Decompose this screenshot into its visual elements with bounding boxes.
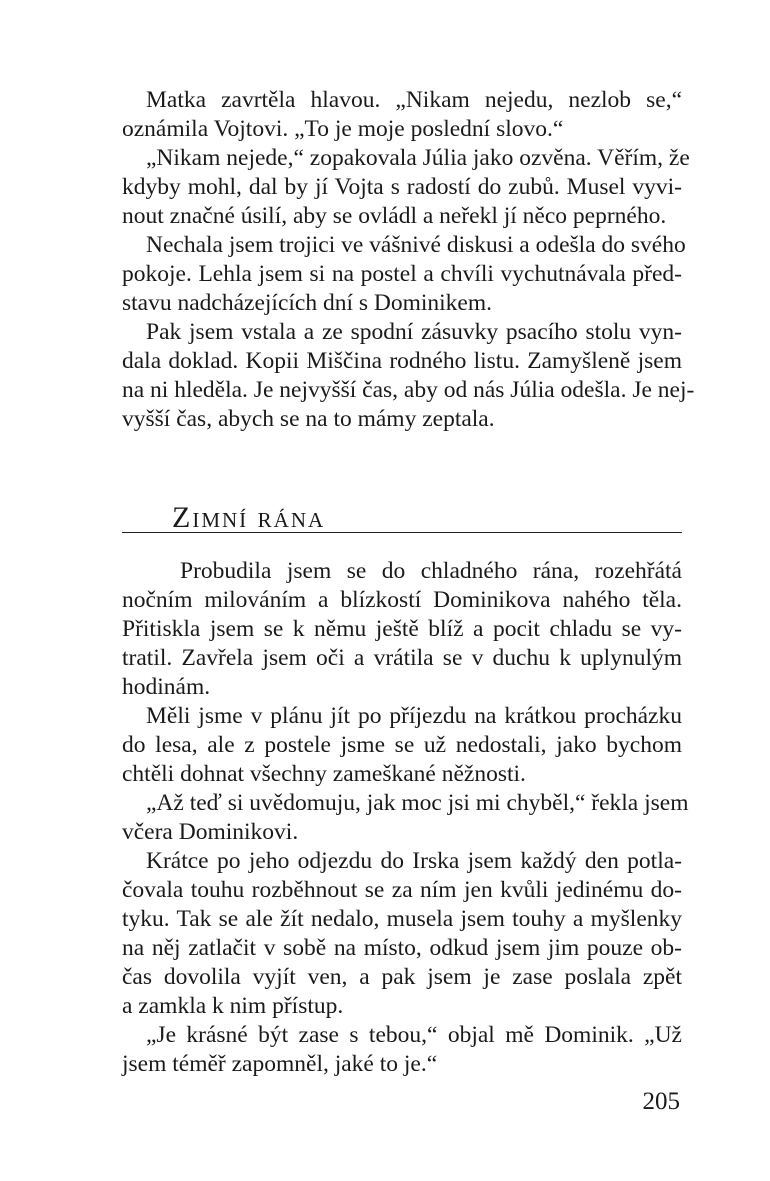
paragraph xyxy=(122,231,686,318)
paragraph xyxy=(122,144,690,231)
text-line: čovala touhu rozběhnout se za ním jen kvůli jedinému do- xyxy=(122,877,682,903)
text-block-top xyxy=(122,86,695,434)
heading-rule xyxy=(122,532,682,533)
page-number: 205 xyxy=(642,1088,680,1115)
text-line: a zamkla k nim přístup. xyxy=(122,993,344,1019)
text-line: Pak jsem vstala a ze spodní zásuvky psacího stolu vyn- xyxy=(146,319,682,345)
text-line: nočním milováním a blízkostí Dominikova nahého těla. xyxy=(122,587,682,613)
text-line: na něj zatlačit v sobě na místo, odkud jsem jim pouze ob- xyxy=(122,935,682,961)
text-block-chapter xyxy=(122,557,689,1079)
text-line: „Nikam nejede,“ zopakovala Júlia jako ozvěna. Věřím, že xyxy=(146,145,690,171)
text-line: Matka zavrtěla hlavou. „Nikam nejedu, nezlob se,“ xyxy=(146,87,682,113)
chapter-title: Zimní rána xyxy=(172,501,326,534)
text-line: Probudila jsem se do chladného rána, rozehřátá xyxy=(180,558,682,584)
text-line: hodinám. xyxy=(122,674,211,700)
text-line: „Až teď si uvědomuju, jak moc jsi mi chyběl,“ řekla jsem xyxy=(146,790,689,816)
text-line: čas dovolila vyjít ven, a pak jsem je zase poslala zpět xyxy=(122,964,682,990)
text-line: vyšší čas, abych se na to mámy zeptala. xyxy=(122,406,495,432)
text-line: Měli jsme v plánu jít po příjezdu na krátkou procházku xyxy=(146,703,682,729)
text-line: nout značné úsilí, aby se ovládl a neřekl jí něco peprného. xyxy=(122,203,667,229)
text-line: na ni hleděla. Je nejvyšší čas, aby od nás Júlia odešla. Je nej- xyxy=(122,377,695,403)
text-line: včera Dominikovi. xyxy=(122,819,299,845)
text-line: Přitiskla jsem se k němu ještě blíž a pocit chladu se vy- xyxy=(122,616,682,642)
text-line: jsem téměř zapomněl, jaké to je.“ xyxy=(122,1051,438,1077)
text-line: stavu nadcházejících dní s Dominikem. xyxy=(122,290,493,316)
text-line: Krátce po jeho odjezdu do Irska jsem každý den potla- xyxy=(146,848,682,874)
text-line: tyku. Tak se ale žít nedalo, musela jsem touhy a myšlenky xyxy=(122,906,682,932)
text-line: „Je krásné být zase s tebou,“ objal mě Dominik. „Už xyxy=(146,1022,682,1048)
text-line: kdyby mohl, dal by jí Vojta s radostí do zubů. Musel vyvi- xyxy=(122,174,682,200)
text-line: dala doklad. Kopii Miščina rodného listu. Zamyšleně jsem xyxy=(122,348,682,374)
paragraph xyxy=(122,702,682,789)
text-line: Nechala jsem trojici ve vášnivé diskusi a odešla do svého xyxy=(146,232,686,258)
paragraph xyxy=(122,557,682,702)
text-line: pokoje. Lehla jsem si na postel a chvíli vychutnávala před- xyxy=(122,261,682,287)
paragraph xyxy=(122,847,682,1021)
paragraph xyxy=(122,86,682,144)
text-line: oznámila Vojtovi. „To je moje poslední slovo.“ xyxy=(122,116,564,142)
text-line: tratil. Zavřela jsem oči a vrátila se v duchu k uplynulým xyxy=(122,645,682,671)
text-line: do lesa, ale z postele jsme se už nedostali, jako bychom xyxy=(122,732,682,758)
text-line: chtěli dohnat všechny zameškané něžnosti. xyxy=(122,761,526,787)
paragraph xyxy=(122,318,695,434)
paragraph xyxy=(122,1021,682,1079)
paragraph xyxy=(122,789,689,847)
